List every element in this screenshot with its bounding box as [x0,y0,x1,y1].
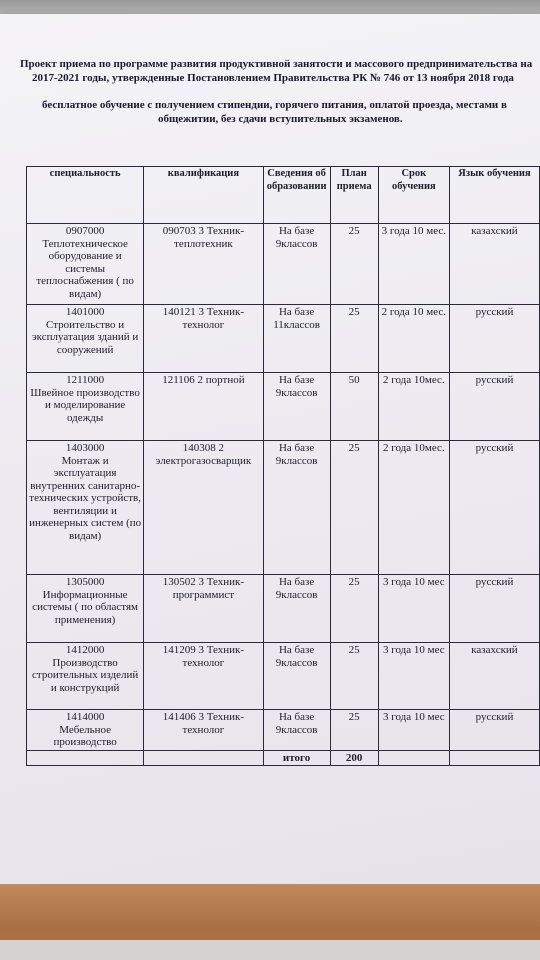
language-cell: русский [449,373,539,441]
term-cell: 3 года 10 мес [378,575,449,643]
total-row [27,750,540,766]
specialty-name: Строительство и эксплуатация зданий и сооружений [31,318,139,356]
specialty-cell [27,575,144,643]
total-value: 200 [330,750,378,766]
table-row [27,710,540,751]
specialty-code: 1211000 [66,374,105,386]
table-row [27,643,540,710]
plan-cell: 50 [330,373,378,441]
plan-cell: 25 [330,643,378,710]
specialty-name: Швейное производство и моделирование одежды [30,386,140,424]
education-cell: На базе 9классов [263,224,330,305]
specialty-code: 1305000 [65,576,105,588]
specialty-cell [27,441,144,575]
document-header [8,58,540,126]
plan-cell: 25 [330,441,378,575]
header-term: Срок обучения [378,167,449,224]
specialty-name: Теплотехническое оборудование и системы теплоснабжения ( по видам) [36,237,134,300]
education-cell: На базе 11классов [263,305,330,373]
qualification-cell: 141209 3 Техник-технолог [144,643,263,710]
specialty-cell [27,373,144,441]
specialty-name: Монтаж и эксплуатация внутренних санитарно-технических устройств, вентиляции и инженерных систем (по видам) [29,454,142,542]
floor-strip [0,940,540,960]
header-education: Сведения об образовании [263,167,330,224]
education-cell: На базе 9классов [263,710,330,751]
education-cell: На базе 9классов [263,575,330,643]
education-cell: На базе 9классов [263,441,330,575]
table-row [27,441,540,575]
specialty-cell [27,643,144,710]
header-line-3: бесплатное обучение с получением стипендии, горячего питания, оплатой проезда, местами в [42,99,507,111]
term-cell: 2 года 10мес. [378,441,449,575]
header-line-2: 2017-2021 годы, утвержденные Постановлением Правительства РК № 746 от 13 ноября 2018 года [32,71,514,84]
language-cell: казахский [449,224,539,305]
header-specialty: специальность [27,167,144,224]
specialty-code: 1401000 [65,306,105,318]
table-row [27,373,540,441]
specialty-name: Производство строительных изделий и конструкций [32,656,139,694]
specialty-code: 1412000 [65,644,105,656]
specialty-code: 1403000 [65,442,105,454]
table-row [27,224,540,305]
specialty-name: Мебельное производство [53,723,117,748]
header-qualification: квалификация [144,167,263,224]
specialty-code: 1414000 [65,711,105,723]
plan-cell: 25 [330,305,378,373]
header-line-4: общежитии, без сдачи вступительных экзаменов. [158,112,403,125]
term-cell: 2 года 10 мес. [378,305,449,373]
plan-cell: 25 [330,575,378,643]
language-cell: русский [449,575,539,643]
specialty-cell [27,224,144,305]
header-language: Язык обучения [449,167,539,224]
total-empty-cell [144,750,263,766]
specialty-code: 0907000 [65,225,105,237]
language-cell: казахский [449,643,539,710]
plan-cell: 25 [330,710,378,751]
plan-cell: 25 [330,224,378,305]
language-cell: русский [449,305,539,373]
language-cell: русский [449,710,539,751]
qualification-cell: 090703 3 Техник-теплотехник [144,224,263,305]
table-row [27,575,540,643]
specialty-name: Информационные системы ( по областям применения) [32,588,138,626]
total-empty-cell [449,750,539,766]
specialty-cell [27,305,144,373]
language-cell: русский [449,441,539,575]
qualification-cell: 121106 2 портной [144,373,263,441]
qualification-cell: 140308 2 электрогазосварщик [144,441,263,575]
header-plan: План приема [330,167,378,224]
admission-plan-table [26,166,540,766]
term-cell: 3 года 10 мес. [378,224,449,305]
specialty-cell [27,710,144,751]
table-header-row [27,167,540,224]
total-label: итого [263,750,330,766]
term-cell: 3 года 10 мес [378,710,449,751]
qualification-cell: 141406 3 Техник-технолог [144,710,263,751]
header-line-1: Проект приема по программе развития продуктивной занятости и массового предпринимательства на [20,58,533,70]
qualification-cell: 130502 3 Техник-программист [144,575,263,643]
total-empty-cell [378,750,449,766]
education-cell: На базе 9классов [263,373,330,441]
total-empty-cell [27,750,144,766]
education-cell: На базе 9классов [263,643,330,710]
table-row [27,305,540,373]
term-cell: 3 года 10 мес [378,643,449,710]
term-cell: 2 года 10мес. [378,373,449,441]
qualification-cell: 140121 3 Техник- технолог [144,305,263,373]
